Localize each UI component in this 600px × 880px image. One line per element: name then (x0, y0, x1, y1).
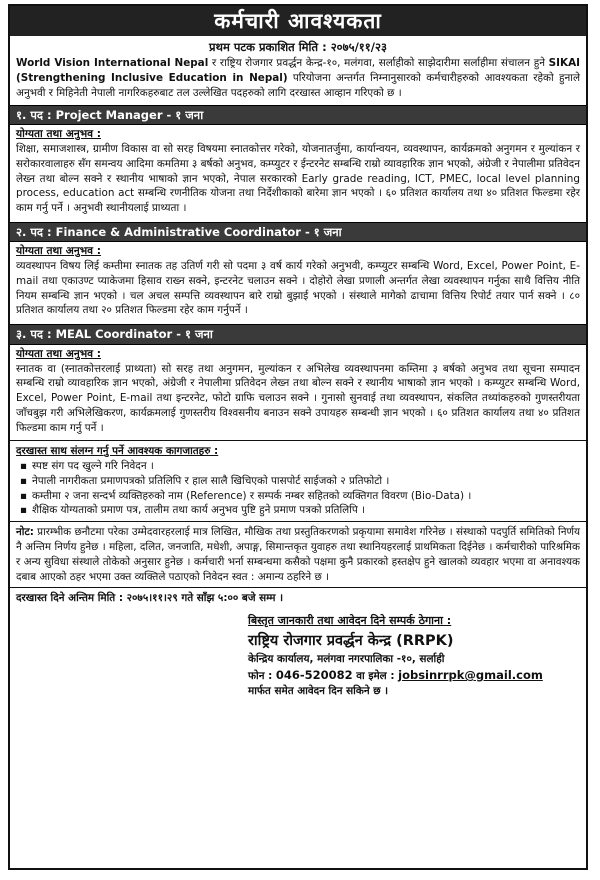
note-text: प्रारम्भीक छनौटमा परेका उम्मेदवारहरलाई मात्र लिखित, मौखिक तथा प्रस्तुतिकरणको प्रकृयामा समावेश गरिनेछ । संस्थाको पदपुर्ति समितिको निर्णय नै अन्तिम निर्णय हुनेछ । महिला, दलित, जनजाति, मधेशी, अपाङ्ग, सिमान्तकृत युवाहरु तथा स्थानियहरलाई प्राथमिकता दिईनेछ । कर्मचारीको पारिश्रमिक र अन्य सुविधा संस्थाले तोकेको अनुसार हुनेछ । कर्मचारी भर्ना सम्बन्धमा कसैको पक्षमा कुनै प्रकारको हस्तक्षेप हुने खालको व्यवहार भएमा वा अनावश्यक दबाब आएको ठहर भएमा उक्त व्यक्तिले पठाएको निवेदन स्वत : अमान्य ठहरिने छ । (16, 526, 580, 583)
intro-paragraph (10, 56, 586, 100)
document-item: ▪ नेपाली नागरीकता प्रमाणपत्रको प्रतिलिपि र हाल सालै खिचिएको पासपोर्ट साईजको २ प्रतिफोटो । (32, 474, 580, 489)
notice-title: कर्मचारी आवश्यकता (10, 6, 586, 36)
contact-address: केन्द्रिय कार्यालय, मलंगवा नगरपालिका -१०, सर्लाही (248, 653, 445, 666)
post-heading-project-manager: १. पद : Project Manager - १ जना (10, 105, 586, 125)
note-paragraph (10, 521, 586, 587)
qualification-heading: योग्यता तथा अनुभव : (16, 127, 101, 140)
phone-number: 046-520082 (275, 668, 353, 683)
document-item: ▪ स्पष्ट संग पद खुल्ने गरि निवेदन । (32, 459, 580, 474)
publication-date: प्रथम पटक प्रकाशित मिति : २०७५/११/२३ (209, 40, 387, 54)
phone-label: फोन : (248, 670, 276, 683)
note-label: नोट: (16, 526, 34, 539)
documents-heading: दरखास्त साथ संलग्न गर्नु पर्ने आवश्यक कागजातहरु : (16, 445, 219, 458)
qualification-heading: योग्यता तथा अनुभव : (16, 245, 101, 258)
qualification-heading: योग्यता तथा अनुभव : (16, 347, 101, 360)
contact-block (248, 609, 586, 698)
post-body-finance-coordinator: व्यवस्थापन विषय लिई कम्तीमा स्नातक तह उतिर्ण गरी सो पदमा ३ वर्ष कार्य गरेको अनुभवी, कम्प्युटर सम्बन्धि Word, Excel, Power Point, E-mail तथा एकाउण्ट प्याकेजमा हिसाव राख्न सक्ने, इन्टरनेट चलाउन सक्ने । दोहोरो लेखा प्रणाली अन्तर्गत लेखा व्यवस्थापन गर्नुका साथै वित्तिय नीति नियम सम्बन्धि ज्ञान भएको । चल अचल सम्पत्ति व्यवस्थापन बारे राम्रो बुझाई भएको । संस्थाले मागेको ढाचामा वित्तिय रिपोर्ट तयार पार्न सक्ने । ८० प्रतिशत कार्यालय तथा २० प्रतिशत फिल्डमा रहेर काम गर्नुपर्ने । (16, 260, 580, 317)
documents-list (10, 459, 586, 518)
job-notice (8, 4, 588, 870)
contact-heading: बिस्तृत जानकारी तथा आवेदन दिने सम्पर्क ठेगाना : (248, 614, 452, 628)
post-heading-finance-coordinator: २. पद : Finance & Administrative Coordinator - १ जना (10, 222, 586, 242)
intro-project: SIKAI (Strengthening Inclusive Education in Nepal) (16, 57, 580, 85)
contact-footer: मार्फत समेत आवेदन दिन सकिने छ । (248, 684, 389, 697)
post-heading-meal-coordinator: ३. पद : MEAL Coordinator - १ जना (10, 324, 586, 344)
email-address: jobsinrrpk@gmail.com (398, 668, 543, 683)
application-deadline: दरखास्त दिने अन्तिम मिति : २०७५।११।२९ गते साँझ ५:०० बजे सम्म । (10, 587, 586, 609)
intro-org: World Vision International Nepal (16, 57, 209, 70)
intro-text-1: र राष्ट्रिय रोजगार प्रवर्द्धन केन्द्र-१०, मलंगवा, सर्लाहीको साझेदारीमा सर्लाहीमा संचालन हुने (208, 57, 549, 70)
post-body-project-manager: शिक्षा, समाजशास्त्र, ग्रामीण विकास वा सो सरह विषयमा स्नातकोत्तर गरेको, योजनातर्जुमा, कार्यान्वयन, व्यवस्थापन, कार्यक्रमको अनुगमन र मुल्यांकन र सरोकारवालाहरु सँग समन्वय आदिमा कमतिमा ३ बर्षको अनुभव, कम्प्युटर र ईन्टरनेट सम्बन्धि राम्रो व्यावहारिक ज्ञान भएको, अंग्रेजी र नेपालीमा प्रतिवेदन लेख्न तथा बोल्न सक्ने र स्थानीय भाषाको ज्ञान भएको, नेपाल सरकारको Early grade reading, ICT, PMEC, local level planning process, education act सम्बन्धि रणनीतिक योजना तथा निर्देशीकाको बारेमा ज्ञान भएको । ६० प्रतिशत कार्यालय तथा ४० प्रतिशत फिल्डमा रहेर काम गर्नु पर्ने । अनुभवी स्थानीयलाई प्राथ्यता । (16, 142, 580, 215)
document-item: ▪ शैक्षिक योग्यताको प्रमाण पत्र, तालीम तथा कार्य अनुभव पुष्टि हुने प्रमाण पत्रको प्रतिलिपि । (32, 503, 580, 518)
post-body-meal-coordinator: स्नातक वा (स्नातकोत्तरलाई प्राथ्यता) सो सरह तथा अनुगमन, मुल्यांकन र अभिलेख व्यवस्थापनमा कम्तिमा ३ बर्षको अनुभव तथा सूचना सम्पादन सम्बन्धि राम्रो व्यावहारिक ज्ञान भएको, अंग्रेजी र नेपालीमा प्रतिवेदन लेख्न तथा बोल्न सक्ने र स्थानीय भाषाको ज्ञान भएको । कम्प्युटर सम्बन्धि Word, Excel, Power Point, E-mail तथा इन्टरनेट, फोटो ग्राफि चलाउन सक्ने । गुनासो सुनवाई तथा व्यवस्थापन, संकलित तथ्यांकहरुको गुणस्तरीयता जाँचबुझ गरी अभिलेखिकरण, कार्यक्रमलाई गुणस्तरीय विश्वसनीय बनाउन सक्ने उपायहरु सम्बन्धी ज्ञान भएको । ६० प्रतिशत कार्यालय तथा ४० प्रतिशत फिल्डमा काम गर्नु पर्ने । (16, 362, 580, 434)
email-label: वा इमेल : (352, 670, 399, 683)
intro-text-2: परियोजना अन्तर्गत निम्नानुसारको कर्मचारीहरुको आवश्यकता रहेको हुनाले अनुभवी र मिहिनेती नेपाली नागरिकहरुबाट तल उल्लेखित पदहरुको लागि दरखास्त आव्हान गरिएको छ । (16, 72, 580, 99)
contact-org-name: राष्ट्रिय रोजगार प्रवर्द्धन केन्द्र (RRPK) (248, 632, 454, 649)
contact-phone-email (248, 667, 586, 684)
document-item: ▪ कम्तीमा २ जना सन्दर्भ व्यक्तिहरुको नाम (Reference) र सम्पर्क नम्बर सहितको व्यक्तिगत विवरण (Bio-Data) । (32, 489, 580, 504)
